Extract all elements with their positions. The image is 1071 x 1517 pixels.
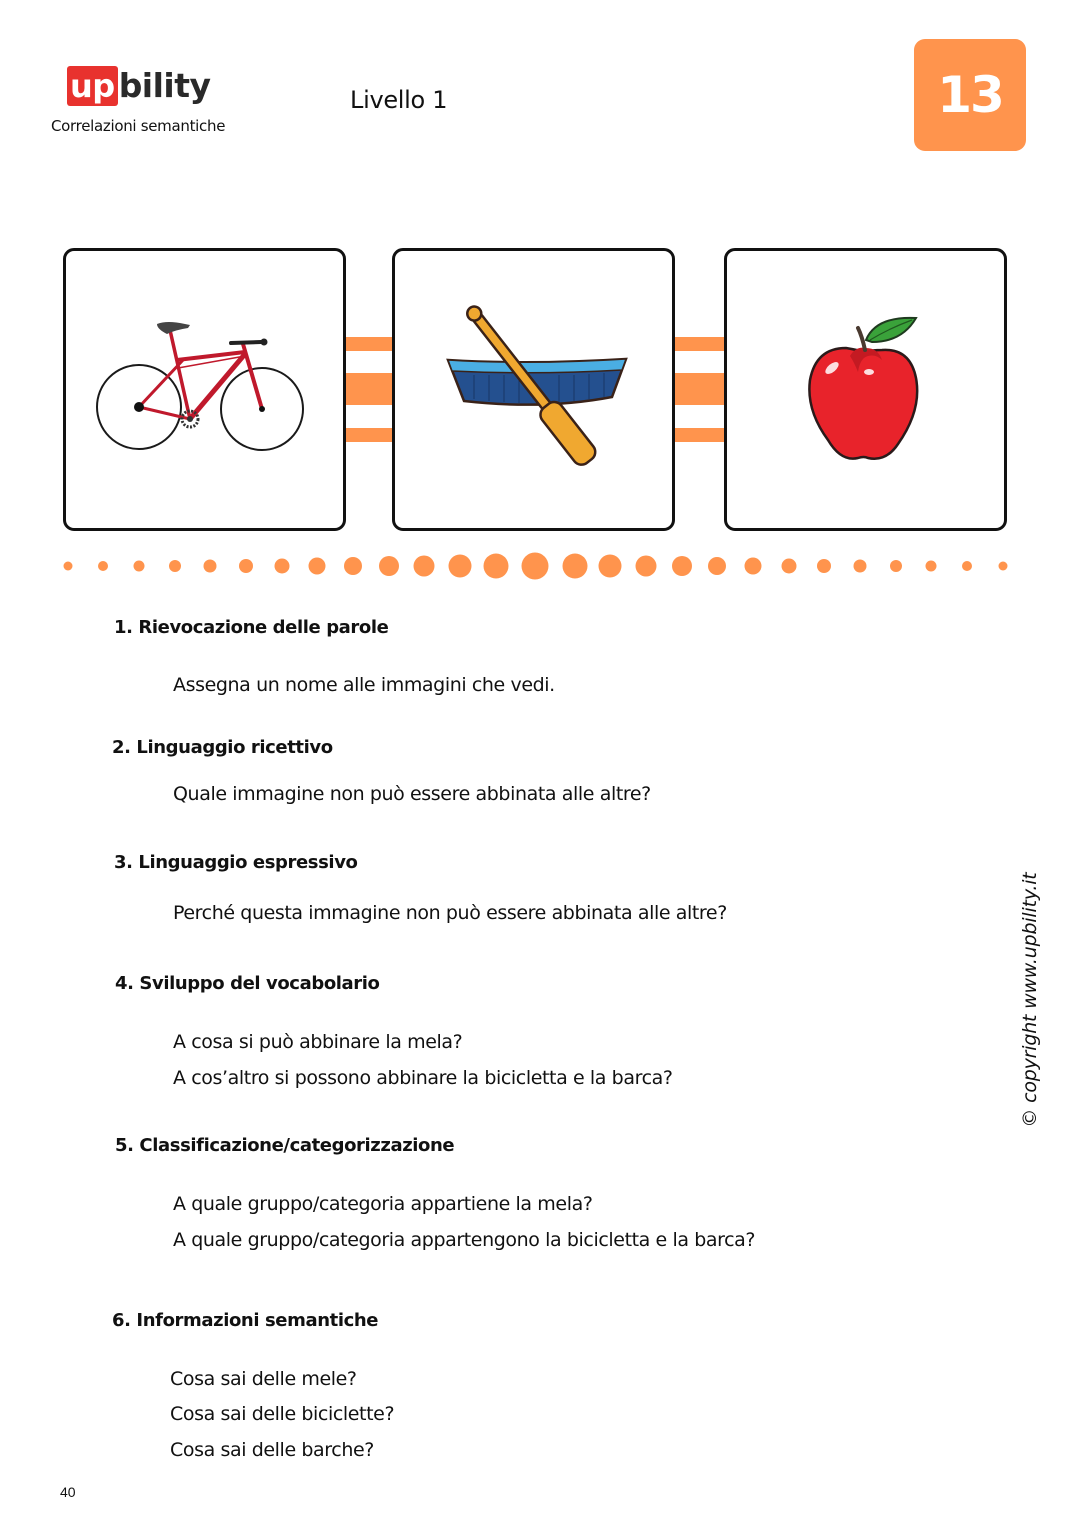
apple-icon bbox=[786, 310, 946, 470]
bicycle-icon bbox=[95, 320, 315, 460]
section-question: A cosa si può abbinare la mela? bbox=[173, 1031, 463, 1053]
divider-dot bbox=[309, 558, 326, 575]
section-question: Cosa sai delle mele? bbox=[170, 1368, 357, 1390]
level-label: Livello 1 bbox=[350, 86, 448, 114]
divider-dot bbox=[563, 554, 588, 579]
section-heading: 4. Sviluppo del vocabolario bbox=[115, 973, 380, 994]
divider-dot bbox=[599, 555, 622, 578]
picture-card-bicycle bbox=[63, 248, 346, 531]
divider-dot bbox=[708, 557, 726, 575]
section-heading: 5. Classificazione/categorizzazione bbox=[115, 1135, 455, 1156]
section-question: Quale immagine non può essere abbinata alle altre? bbox=[173, 783, 651, 805]
divider-dot bbox=[962, 561, 972, 571]
divider-dot bbox=[379, 556, 399, 576]
section-question: Assegna un nome alle immagini che vedi. bbox=[173, 674, 555, 696]
section-heading: 2. Linguaggio ricettivo bbox=[112, 737, 333, 758]
divider-dot bbox=[484, 554, 509, 579]
section-question: A cos’altro si possono abbinare la bicicletta e la barca? bbox=[173, 1067, 673, 1089]
divider-dot bbox=[98, 561, 108, 571]
divider-dot bbox=[522, 553, 549, 580]
copyright-notice: © copyright www.upbility.it bbox=[1019, 872, 1041, 1128]
divider-dot bbox=[64, 562, 73, 571]
divider-dot bbox=[414, 556, 435, 577]
connector-bar bbox=[345, 373, 393, 405]
worksheet-subtitle: Correlazioni semantiche bbox=[51, 117, 226, 135]
divider-dot bbox=[636, 556, 657, 577]
connector-bar bbox=[345, 337, 393, 351]
picture-card-apple bbox=[724, 248, 1007, 531]
connector-bar bbox=[674, 337, 725, 351]
divider-dot bbox=[204, 560, 217, 573]
section-question: A quale gruppo/categoria appartengono la bicicletta e la barca? bbox=[173, 1229, 756, 1251]
section-heading: 6. Informazioni semantiche bbox=[112, 1310, 379, 1331]
picture-card-boat bbox=[392, 248, 675, 531]
connector-bar bbox=[674, 373, 725, 405]
section-heading: 1. Rievocazione delle parole bbox=[114, 617, 389, 638]
section-question: Cosa sai delle biciclette? bbox=[170, 1403, 395, 1425]
divider-dot bbox=[134, 561, 145, 572]
divider-dot bbox=[275, 559, 290, 574]
divider-dot bbox=[999, 562, 1008, 571]
logo-highlight: up bbox=[67, 66, 118, 106]
connector-bar bbox=[345, 428, 393, 442]
divider-dot bbox=[169, 560, 181, 572]
section-question: Cosa sai delle barche? bbox=[170, 1439, 374, 1461]
divider-dot bbox=[449, 555, 472, 578]
divider-dot bbox=[239, 559, 253, 573]
section-question: A quale gruppo/categoria appartiene la mela? bbox=[173, 1193, 593, 1215]
connector-bar bbox=[674, 428, 725, 442]
card-number-badge: 13 bbox=[914, 39, 1026, 151]
divider-dot bbox=[817, 559, 831, 573]
logo-text: bility bbox=[118, 66, 211, 105]
page-number: 40 bbox=[60, 1484, 76, 1500]
section-heading: 3. Linguaggio espressivo bbox=[114, 852, 358, 873]
divider-dot bbox=[782, 559, 797, 574]
section-question: Perché questa immagine non può essere abbinata alle altre? bbox=[173, 902, 727, 924]
divider-dot bbox=[926, 561, 937, 572]
rowboat-with-oar-icon bbox=[434, 305, 634, 475]
divider-dot bbox=[672, 556, 692, 576]
upbility-logo bbox=[67, 66, 211, 106]
divider-dot bbox=[890, 560, 902, 572]
divider-dot bbox=[344, 557, 362, 575]
divider-dot bbox=[854, 560, 867, 573]
divider-dot bbox=[745, 558, 762, 575]
